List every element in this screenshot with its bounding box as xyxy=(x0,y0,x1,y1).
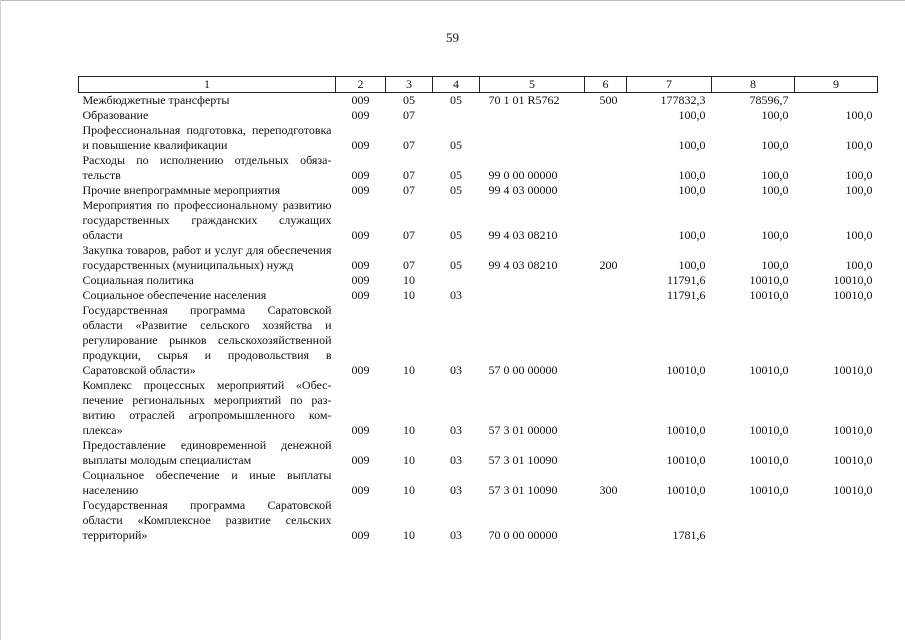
header-cell-9: 9 xyxy=(795,77,878,93)
amount-year1-cell: 100,0 xyxy=(678,228,706,242)
ministry-code-cell: 009 xyxy=(351,363,370,377)
section-code-cell: 05 xyxy=(403,93,415,107)
page-frame-left-edge xyxy=(0,0,1,640)
expense-name-cell: Социальное обеспечение и иные выплаты населению xyxy=(82,468,332,497)
amount-year3-cell: 10010,0 xyxy=(833,423,873,437)
amount-year3-cell xyxy=(795,498,878,543)
table-row xyxy=(79,123,878,153)
header-cell-8: 8 xyxy=(712,77,795,93)
target-article-cell: 99 0 00 00000 xyxy=(488,168,558,182)
expense-type-cell: 200 xyxy=(599,258,618,272)
expense-name-cell: Социальная политика xyxy=(82,273,194,287)
expense-type-cell xyxy=(585,273,627,288)
subsection-code-cell: 03 xyxy=(450,363,462,377)
expense-name-cell: Межбюджетные трансферты xyxy=(82,93,230,107)
amount-year2-cell: 10010,0 xyxy=(749,363,789,377)
ministry-code-cell: 009 xyxy=(351,138,370,152)
expense-name-cell: Расходы по исполнению отдельных обязательств xyxy=(82,153,332,182)
amount-year1-cell: 177832,3 xyxy=(660,93,706,107)
header-row xyxy=(79,77,878,93)
expense-type-cell xyxy=(585,288,627,303)
amount-year3-cell: 10010,0 xyxy=(833,288,873,302)
amount-year1-cell: 100,0 xyxy=(678,183,706,197)
amount-year2-cell: 10010,0 xyxy=(749,423,789,437)
expense-type-cell xyxy=(585,123,627,153)
amount-year1-cell: 10010,0 xyxy=(666,453,706,467)
target-article-cell: 70 0 00 00000 xyxy=(488,528,558,542)
amount-year1-cell: 10010,0 xyxy=(666,423,706,437)
ministry-code-cell: 009 xyxy=(351,528,370,542)
subsection-code-cell: 05 xyxy=(450,228,462,242)
amount-year3-cell: 10010,0 xyxy=(833,453,873,467)
section-code-cell: 07 xyxy=(403,138,415,152)
amount-year1-cell: 10010,0 xyxy=(666,363,706,377)
amount-year1-cell: 1781,6 xyxy=(672,528,706,542)
subsection-code-cell: 05 xyxy=(450,168,462,182)
target-article-cell xyxy=(480,123,585,153)
amount-year1-cell: 100,0 xyxy=(678,258,706,272)
table-row xyxy=(79,378,878,438)
subsection-code-cell: 03 xyxy=(450,423,462,437)
expense-name-cell: Мероприятия по профессиональному развитию государственных гражданских служащих области xyxy=(82,198,332,242)
section-code-cell: 07 xyxy=(403,228,415,242)
target-article-cell xyxy=(480,288,585,303)
subsection-code-cell: 05 xyxy=(450,138,462,152)
target-article-cell: 99 4 03 00000 xyxy=(488,183,558,197)
amount-year2-cell: 10010,0 xyxy=(749,483,789,497)
amount-year1-cell: 10010,0 xyxy=(666,483,706,497)
amount-year3-cell: 100,0 xyxy=(845,183,873,197)
section-code-cell: 10 xyxy=(403,528,415,542)
budget-table xyxy=(78,76,878,543)
amount-year1-cell: 100,0 xyxy=(678,168,706,182)
expense-type-cell xyxy=(585,198,627,243)
amount-year3-cell: 100,0 xyxy=(845,138,873,152)
amount-year3-cell: 100,0 xyxy=(845,108,873,122)
ministry-code-cell: 009 xyxy=(351,453,370,467)
ministry-code-cell: 009 xyxy=(351,288,370,302)
table-row xyxy=(79,498,878,543)
target-article-cell: 57 3 01 10090 xyxy=(488,483,558,497)
ministry-code-cell: 009 xyxy=(351,108,370,122)
header-cell-7: 7 xyxy=(627,77,712,93)
amount-year3-cell: 100,0 xyxy=(845,168,873,182)
expense-name-cell: Закупка товаров, работ и услуг для обеспечения государственных (муниципальных) нужд xyxy=(82,243,332,272)
section-code-cell: 07 xyxy=(403,183,415,197)
ministry-code-cell: 009 xyxy=(351,183,370,197)
amount-year3-cell: 10010,0 xyxy=(833,273,873,287)
amount-year3-cell xyxy=(795,93,878,109)
amount-year2-cell: 10010,0 xyxy=(749,453,789,467)
ministry-code-cell: 009 xyxy=(351,273,370,287)
expense-name-cell: Социальное обеспечение населения xyxy=(82,288,267,302)
amount-year2-cell: 78596,7 xyxy=(749,93,789,107)
expense-name-cell: Профессиональная подготовка, переподготовка и повышение квалификации xyxy=(82,123,332,152)
subsection-code-cell: 05 xyxy=(450,183,462,197)
section-code-cell: 07 xyxy=(403,258,415,272)
section-code-cell: 10 xyxy=(403,288,415,302)
page-frame-top-edge xyxy=(0,0,905,1)
expense-type-cell xyxy=(585,438,627,468)
table-row xyxy=(79,198,878,243)
amount-year2-cell: 100,0 xyxy=(761,108,789,122)
expense-type-cell xyxy=(585,498,627,543)
header-cell-4: 4 xyxy=(433,77,480,93)
amount-year2-cell xyxy=(712,498,795,543)
ministry-code-cell: 009 xyxy=(351,258,370,272)
page-number: 59 xyxy=(446,30,459,45)
expense-name-cell: Государственная программа Саратовской области «Комплексное развитие сельских территорий» xyxy=(82,498,332,542)
table-row xyxy=(79,243,878,273)
amount-year2-cell: 100,0 xyxy=(761,228,789,242)
table-row xyxy=(79,153,878,183)
amount-year2-cell: 10010,0 xyxy=(749,288,789,302)
amount-year3-cell: 100,0 xyxy=(845,228,873,242)
target-article-cell: 57 3 01 00000 xyxy=(488,423,558,437)
amount-year2-cell: 10010,0 xyxy=(749,273,789,287)
amount-year3-cell: 10010,0 xyxy=(833,363,873,377)
table-row xyxy=(79,438,878,468)
section-code-cell: 07 xyxy=(403,168,415,182)
amount-year2-cell: 100,0 xyxy=(761,138,789,152)
header-cell-3: 3 xyxy=(386,77,433,93)
ministry-code-cell: 009 xyxy=(351,423,370,437)
amount-year2-cell: 100,0 xyxy=(761,168,789,182)
table-row xyxy=(79,273,878,288)
target-article-cell: 99 4 03 08210 xyxy=(488,258,558,272)
table-row xyxy=(79,108,878,123)
section-code-cell: 10 xyxy=(403,363,415,377)
expense-type-cell: 500 xyxy=(599,93,618,107)
section-code-cell: 10 xyxy=(403,483,415,497)
ministry-code-cell: 009 xyxy=(351,93,370,107)
subsection-code-cell: 05 xyxy=(450,258,462,272)
subsection-code-cell: 03 xyxy=(450,453,462,467)
expense-name-cell: Комплекс процессных мероприятий «Обеспечение региональных мероприятий по развитию отраслей агропромышленного комплекса» xyxy=(82,378,332,437)
expense-name-cell: Образование xyxy=(82,108,149,122)
header-cell-1: 1 xyxy=(79,77,336,93)
expense-name-cell: Предоставление единовременной денежной выплаты молодым специалистам xyxy=(82,438,332,467)
expense-name-cell: Прочие внепрограммные мероприятия xyxy=(82,183,281,197)
expense-type-cell xyxy=(585,183,627,198)
amount-year1-cell: 11791,6 xyxy=(666,288,706,302)
table-header xyxy=(79,77,878,93)
subsection-code-cell: 03 xyxy=(450,483,462,497)
subsection-code-cell: 03 xyxy=(450,528,462,542)
amount-year3-cell: 100,0 xyxy=(845,258,873,272)
expense-type-cell xyxy=(585,378,627,438)
target-article-cell xyxy=(480,273,585,288)
table-row xyxy=(79,183,878,198)
amount-year2-cell: 100,0 xyxy=(761,183,789,197)
ministry-code-cell: 009 xyxy=(351,228,370,242)
subsection-code-cell xyxy=(433,108,480,123)
target-article-cell: 99 4 03 08210 xyxy=(488,228,558,242)
table-row xyxy=(79,93,878,109)
expense-type-cell xyxy=(585,153,627,183)
subsection-code-cell xyxy=(433,273,480,288)
subsection-code-cell: 03 xyxy=(450,288,462,302)
section-code-cell: 10 xyxy=(403,423,415,437)
table-body xyxy=(79,93,878,544)
expense-type-cell xyxy=(585,303,627,378)
section-code-cell: 07 xyxy=(403,108,415,122)
expense-type-cell: 300 xyxy=(599,483,618,497)
ministry-code-cell: 009 xyxy=(351,168,370,182)
table-row xyxy=(79,468,878,498)
header-cell-2: 2 xyxy=(336,77,386,93)
amount-year1-cell: 11791,6 xyxy=(666,273,706,287)
expense-type-cell xyxy=(585,108,627,123)
amount-year2-cell: 100,0 xyxy=(761,258,789,272)
amount-year3-cell: 10010,0 xyxy=(833,483,873,497)
target-article-cell: 70 1 01 R5762 xyxy=(488,93,560,107)
target-article-cell xyxy=(480,108,585,123)
section-code-cell: 10 xyxy=(403,273,415,287)
ministry-code-cell: 009 xyxy=(351,483,370,497)
table-row xyxy=(79,303,878,378)
target-article-cell: 57 3 01 10090 xyxy=(488,453,558,467)
header-cell-6: 6 xyxy=(585,77,627,93)
amount-year1-cell: 100,0 xyxy=(678,108,706,122)
table-row xyxy=(79,288,878,303)
header-cell-5: 5 xyxy=(480,77,585,93)
subsection-code-cell: 05 xyxy=(450,93,462,107)
amount-year1-cell: 100,0 xyxy=(678,138,706,152)
expense-name-cell: Государственная программа Саратовской области «Развитие сельского хозяйства и регулирование рынков сельскохозяйственной продукции, сырья и продовольствия в Саратовской области» xyxy=(82,303,332,377)
target-article-cell: 57 0 00 00000 xyxy=(488,363,558,377)
section-code-cell: 10 xyxy=(403,453,415,467)
